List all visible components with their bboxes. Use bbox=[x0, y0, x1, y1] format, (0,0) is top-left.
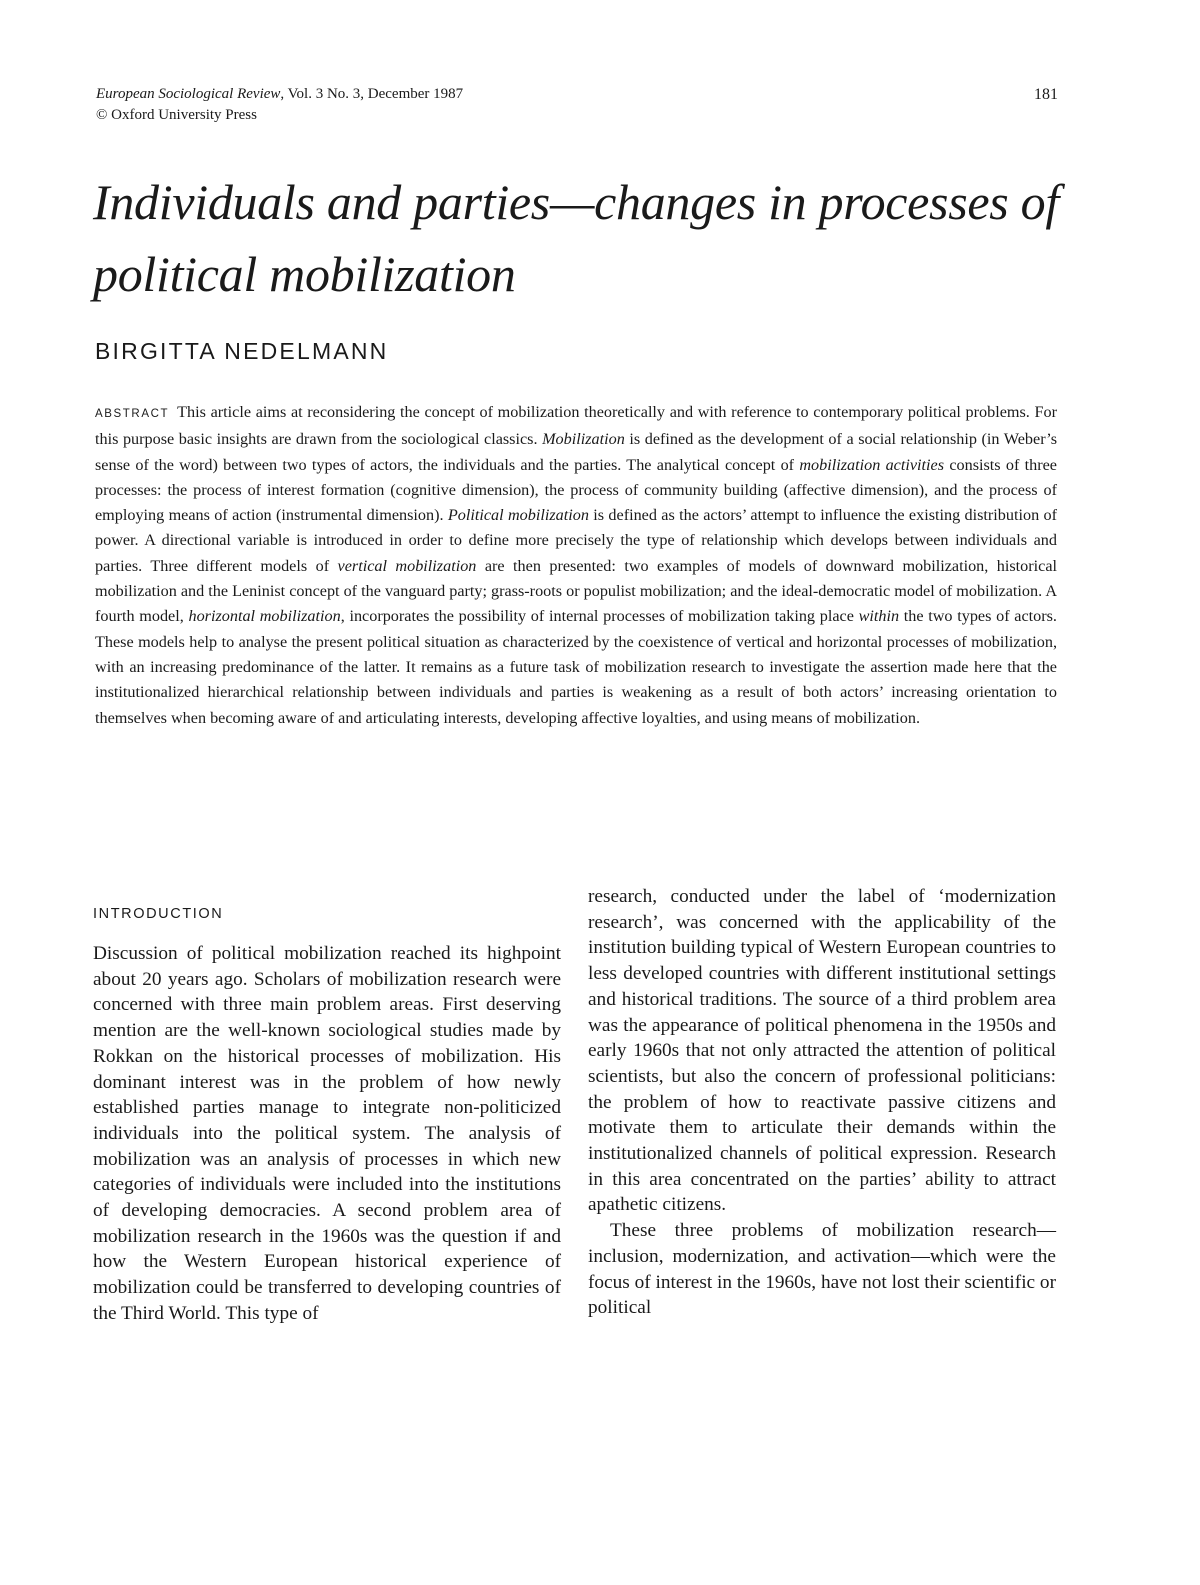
abstract-emphasis: vertical mobilization bbox=[337, 556, 477, 575]
journal-name: European Sociological Review bbox=[96, 86, 281, 102]
abstract-text: are then presented: two examples of models of downward mobilization, historical mobilization and the Leninist concept of the vanguard party; grass-roots or populist mobilization; and the ideal-democratic model of mobilization. A fourth model, bbox=[95, 556, 1058, 626]
running-header bbox=[96, 84, 1058, 126]
publisher-line: © Oxford University Press bbox=[96, 107, 257, 123]
journal-details: , Vol. 3 No. 3, December 1987 bbox=[280, 86, 464, 102]
paragraph: These three problems of mobilization research—inclusion, modernization, and activation—which were the focus of interest in the 1960s, have not lost their scientific or political bbox=[588, 1220, 1056, 1319]
abstract-text: is defined as the actors’ attempt to influence the existing distribution of power. A directional variable is introduced in order to define more precisely the type of relationship which develops between individuals and parties. Three different models of bbox=[95, 506, 1058, 575]
abstract-text: the two types of actors. These models help to analyse the present political situation as characterized by the coexistence of vertical and horizontal processes of mobilization, with an increasing predominance of the latter. It remains as a future task of mobilization research to investigate the assertion made here that the institutionalized hierarchical relationship between individuals and parties is weakening as a result of both actors’ increasing orientation to themselves when becoming aware of and articulating interests, developing affective loyalties, and using means of mobilization. bbox=[95, 607, 1057, 727]
abstract-emphasis: within bbox=[858, 607, 900, 626]
page-number: 181 bbox=[1034, 86, 1058, 103]
author-name: BIRGITTA NEDELMANN bbox=[95, 338, 389, 364]
abstract-text: This article aims at reconsidering the concept of mobilization theoretically and with reference to contemporary political problems. For this purpose basic insights are drawn from the sociological classics. bbox=[95, 403, 1057, 449]
paragraph: Discussion of political mobilization reached its highpoint about 20 years ago. Scholars of mobilization research were concerned with three main problem areas. First deserving mention are the well-known sociological studies made by Rokkan on the historical processes of mobilization. His dominant interest was in the problem of how newly established parties manage to integrate non-politicized individuals into the political system. The analysis of mobilization was an analysis of processes in which new categories of individuals were included into the institutions of developing democracies. A second problem area of mobilization research in the 1960s was the question if and how the Western European historical experience of mobilization could be transferred to developing countries of the Third World. This type of bbox=[93, 943, 561, 1324]
paragraph: research, conducted under the label of ‘modernization research’, was concerned with the applicability of the institution building typical of Western European countries to less developed countries with different institutional settings and historical traditions. The source of a third problem area was the appearance of political phenomena in the 1950s and early 1960s that not only attracted the attention of political scientists, but also the concern of professional politicians: the problem of how to reactivate passive citizens and motivate them to articulate their demands within the institutionalized channels of political expression. Research in this area concentrated on the parties’ ability to attract apathetic citizens. bbox=[588, 886, 1056, 1216]
left-column bbox=[93, 896, 561, 1327]
abstract-text: consists of three processes: the process of interest formation (cognitive dimension), the process of community building (affective dimension), and the process of employing means of action (instrumental dimension). bbox=[95, 455, 1057, 525]
abstract-emphasis: horizontal mobilization bbox=[188, 607, 341, 626]
abstract-text: , incorporates the possibility of internal processes of mobilization taking place bbox=[340, 607, 859, 626]
abstract-text: is defined as the development of a social relationship (in Weber’s sense of the word) between two types of actors, the individuals and the parties. The analytical concept of bbox=[95, 430, 1057, 474]
abstract-emphasis: Mobilization bbox=[542, 430, 625, 449]
abstract-emphasis: Political mobilization bbox=[447, 506, 589, 525]
right-column bbox=[588, 884, 1056, 1321]
abstract-label: ABSTRACT bbox=[95, 408, 170, 420]
section-heading-introduction: INTRODUCTION bbox=[93, 906, 224, 922]
abstract-emphasis: mobilization activities bbox=[799, 455, 945, 474]
abstract bbox=[95, 400, 1057, 731]
article-title: Individuals and parties—changes in processes of political mobilization bbox=[93, 174, 1059, 302]
journal-citation bbox=[96, 84, 1058, 105]
